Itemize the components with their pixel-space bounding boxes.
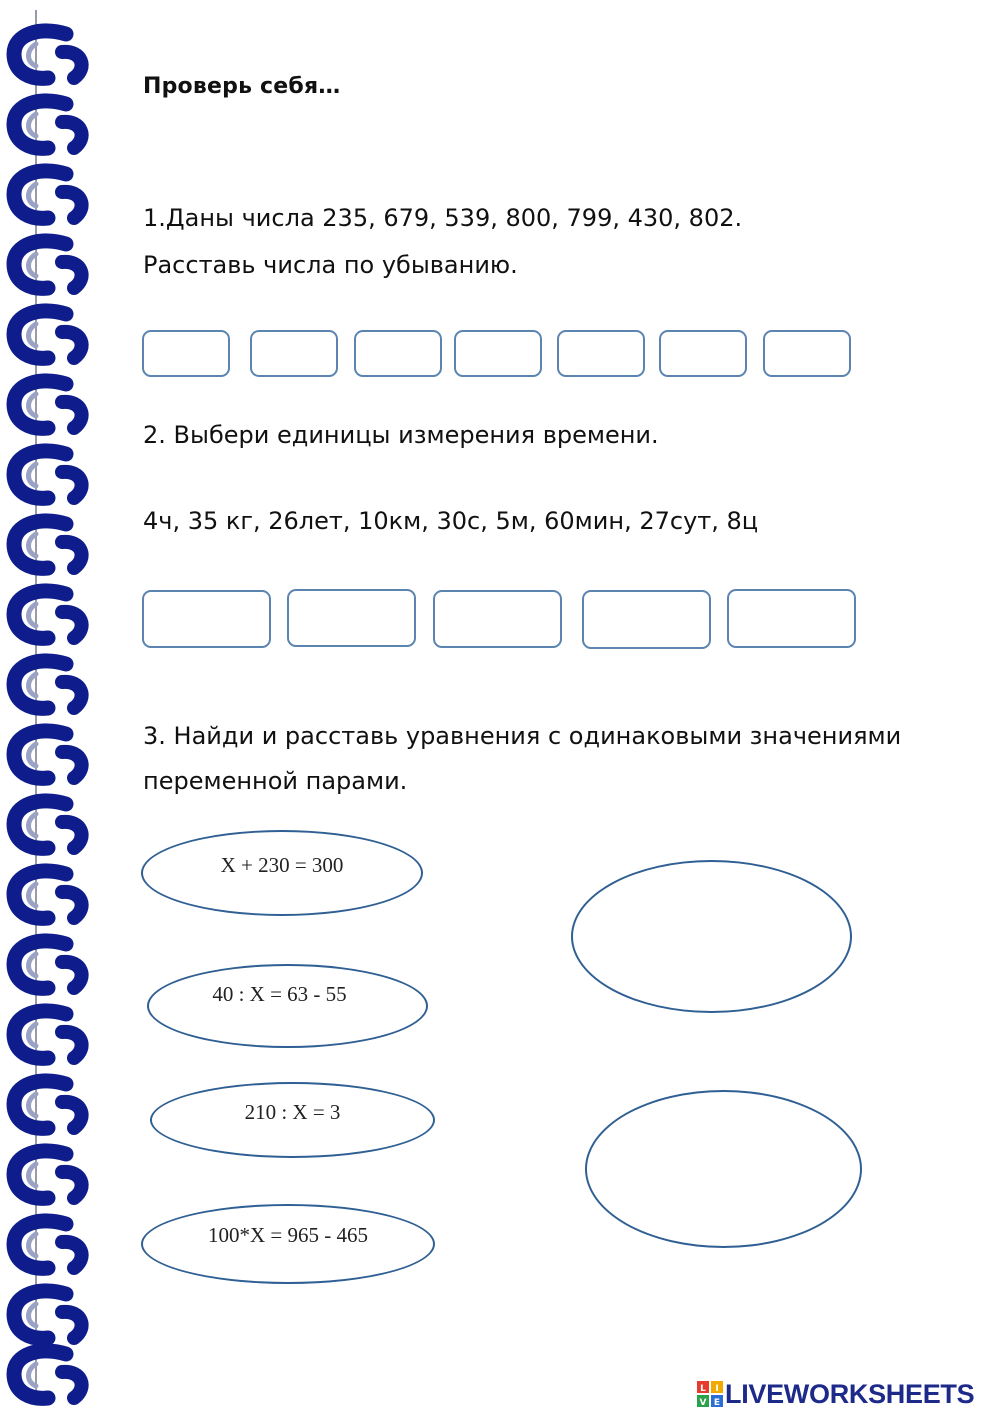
task1-answer-box-1[interactable] xyxy=(142,330,230,377)
page-title: Проверь себя… xyxy=(143,74,341,99)
pair-drop-zone-2[interactable] xyxy=(585,1090,862,1248)
task1-answer-box-7[interactable] xyxy=(763,330,851,377)
task1-answer-box-6[interactable] xyxy=(659,330,747,377)
equation-card-1[interactable] xyxy=(141,830,423,916)
brand-name: LIVEWORKSHEETS xyxy=(725,1378,975,1409)
logo-letter: L xyxy=(700,1384,706,1394)
task3-statement-cont: переменной парами. xyxy=(143,767,408,795)
logo-letter: V xyxy=(699,1398,707,1407)
task2-answer-box-5[interactable] xyxy=(727,589,856,648)
task2-answer-box-4[interactable] xyxy=(582,590,711,649)
task2-heading: 2. Выбери единицы измерения времени. xyxy=(143,421,659,449)
task2-units-list: 4ч, 35 кг, 26лет, 10км, 30с, 5м, 60мин, 27сут, 8ц xyxy=(143,507,759,535)
equation-card-4[interactable] xyxy=(141,1204,435,1284)
equation-text: 40 : X = 63 - 55 xyxy=(212,981,347,1006)
task1-answer-box-3[interactable] xyxy=(354,330,442,377)
task1-answer-box-2[interactable] xyxy=(250,330,338,377)
task1-statement: 1.Даны числа 235, 679, 539, 800, 799, 430, 802. xyxy=(143,204,743,232)
equation-text: 210 : X = 3 xyxy=(244,1099,341,1124)
task3-statement: 3. Найди и расставь уравнения с одинаковыми значениями xyxy=(143,722,902,750)
task2-answer-box-3[interactable] xyxy=(433,590,562,648)
task1-answer-box-5[interactable] xyxy=(557,330,645,377)
task1-answer-box-4[interactable] xyxy=(454,330,542,377)
task2-answer-box-2[interactable] xyxy=(287,589,416,647)
task2-answer-box-1[interactable] xyxy=(142,590,271,648)
equation-text: X + 230 = 300 xyxy=(220,852,344,877)
logo-letter: I xyxy=(715,1384,719,1394)
liveworksheets-logo xyxy=(697,1376,974,1412)
equation-card-2[interactable] xyxy=(147,964,428,1048)
pair-drop-zone-1[interactable] xyxy=(571,860,852,1013)
logo-letter: E xyxy=(713,1398,721,1407)
liveworksheets-logo-icon xyxy=(697,1381,723,1407)
equation-text: 100*X = 965 - 465 xyxy=(207,1222,368,1247)
equation-card-3[interactable] xyxy=(150,1082,435,1158)
task1-instruction: Расставь числа по убыванию. xyxy=(143,251,518,279)
spiral-binding xyxy=(0,0,100,1413)
